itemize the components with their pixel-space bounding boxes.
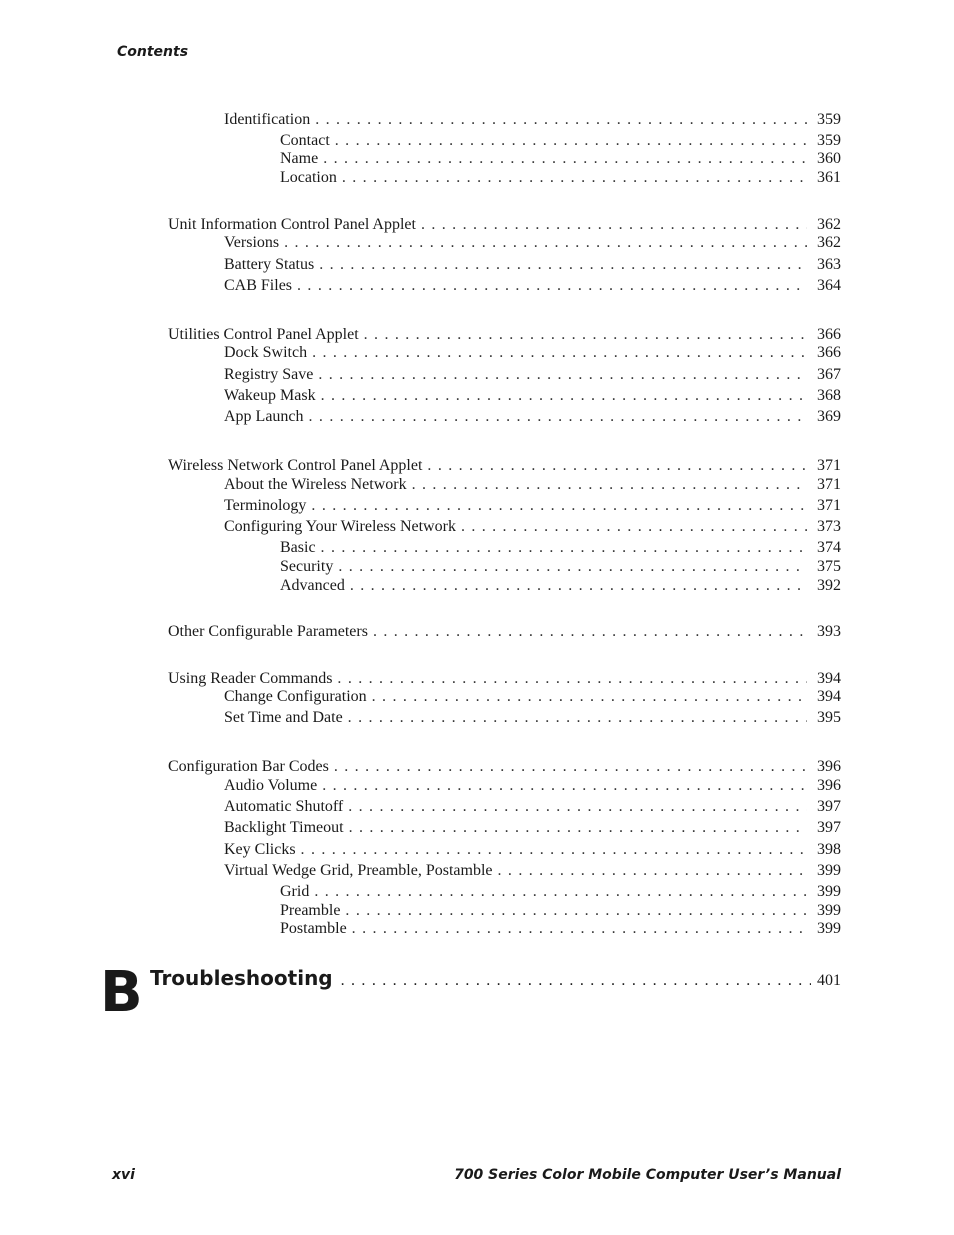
dot-leader: [335, 131, 807, 151]
dot-leader: [301, 840, 807, 860]
dot-leader: [318, 365, 807, 385]
toc-entry-title: Registry Save: [224, 366, 314, 383]
toc-entry-page: 371: [817, 497, 841, 514]
toc-entry-page: 395: [817, 709, 841, 726]
running-header: Contents: [117, 44, 189, 60]
toc-entry-page: 374: [817, 539, 841, 556]
toc-entry-title: Preamble: [280, 902, 341, 919]
toc-entry[interactable]: [280, 557, 841, 577]
toc-entry[interactable]: [224, 110, 841, 130]
dot-leader: [427, 456, 807, 476]
toc-entry-title: Wireless Network Control Panel Applet: [168, 457, 423, 474]
toc-entry[interactable]: [224, 475, 841, 495]
toc-entry[interactable]: [280, 131, 841, 151]
toc-entry-title: Change Configuration: [224, 688, 367, 705]
toc-entry[interactable]: [280, 919, 841, 939]
toc-entry-title: Security: [280, 558, 334, 575]
toc-entry[interactable]: [168, 325, 841, 345]
toc-entry-page: 394: [817, 670, 841, 687]
toc-entry-title: Terminology: [224, 497, 307, 514]
chapter-letter: B: [100, 960, 143, 1025]
toc-entry-title: Versions: [224, 234, 280, 251]
dot-leader: [309, 407, 807, 427]
toc-entry-title: Battery Status: [224, 256, 315, 273]
toc-entry[interactable]: [224, 276, 841, 296]
toc-entry-page: 375: [817, 558, 841, 575]
toc-entry-title: Utilities Control Panel Applet: [168, 326, 359, 343]
toc-entry-page: 369: [817, 408, 841, 425]
toc-entry-title: Grid: [280, 883, 310, 900]
dot-leader: [315, 110, 807, 130]
toc-entry[interactable]: [168, 215, 841, 235]
dot-leader: [321, 538, 807, 558]
dot-leader: [319, 255, 807, 275]
dot-leader: [498, 861, 807, 881]
toc-entry-title: Virtual Wedge Grid, Preamble, Postamble: [224, 862, 493, 879]
toc-entry[interactable]: [280, 882, 841, 902]
toc-entry-page: 398: [817, 841, 841, 858]
toc-entry-title: CAB Files: [224, 277, 293, 294]
toc-entry-title: Location: [280, 169, 337, 186]
toc-entry[interactable]: [224, 861, 841, 881]
toc-entry-page: 362: [817, 216, 841, 233]
toc-entry-page: 392: [817, 577, 841, 594]
toc-entry[interactable]: [168, 622, 841, 642]
dot-leader: [350, 576, 807, 596]
toc-entry-page: 399: [817, 862, 841, 879]
toc-entry[interactable]: [168, 757, 841, 777]
toc-entry-page: 393: [817, 623, 841, 640]
dot-leader: [345, 901, 807, 921]
toc-entry[interactable]: [224, 708, 841, 728]
toc-entry[interactable]: [224, 365, 841, 385]
toc-entry-page: 397: [817, 798, 841, 815]
toc-entry-title: Using Reader Commands: [168, 670, 333, 687]
toc-entry[interactable]: [224, 255, 841, 275]
toc-entry-title: Key Clicks: [224, 841, 296, 858]
toc-entry[interactable]: [280, 901, 841, 921]
toc-entry-page: 396: [817, 777, 841, 794]
toc-entry-page: 371: [817, 457, 841, 474]
chapter-title: Troubleshooting: [150, 966, 333, 990]
dot-leader: [341, 972, 811, 990]
toc-entry-title: Name: [280, 150, 319, 167]
dot-leader: [311, 496, 807, 516]
toc-entry-page: 368: [817, 387, 841, 404]
toc-entry[interactable]: [224, 343, 841, 363]
toc-entry[interactable]: [280, 576, 841, 596]
dot-leader: [461, 517, 807, 537]
toc-entry-page: 359: [817, 132, 841, 149]
toc-entry-title: Basic: [280, 539, 316, 556]
toc-entry[interactable]: [224, 407, 841, 427]
dot-leader: [321, 386, 807, 406]
toc-entry[interactable]: [224, 818, 841, 838]
toc-entry-page: 366: [817, 326, 841, 343]
toc-entry-page: 359: [817, 111, 841, 128]
toc-entry-page: 371: [817, 476, 841, 493]
chapter-toc-entry[interactable]: [150, 966, 841, 990]
toc-entry-title: Contact: [280, 132, 330, 149]
toc-entry-page: 363: [817, 256, 841, 273]
toc-entry-page: 394: [817, 688, 841, 705]
toc-entry-title: Automatic Shutoff: [224, 798, 344, 815]
dot-leader: [284, 233, 807, 253]
dot-leader: [421, 215, 807, 235]
dot-leader: [348, 708, 807, 728]
dot-leader: [312, 343, 807, 363]
toc-entry[interactable]: [224, 517, 841, 537]
toc-entry[interactable]: [224, 386, 841, 406]
toc-entry-page: 396: [817, 758, 841, 775]
toc-entry[interactable]: [224, 776, 841, 796]
toc-entry[interactable]: [280, 149, 841, 169]
toc-entry-page: 397: [817, 819, 841, 836]
dot-leader: [338, 557, 807, 577]
toc-entry[interactable]: [280, 538, 841, 558]
dot-leader: [323, 149, 807, 169]
toc-entry[interactable]: [224, 496, 841, 516]
toc-entry[interactable]: [168, 669, 841, 689]
toc-entry-title: Other Configurable Parameters: [168, 623, 368, 640]
page-number: xvi: [112, 1167, 135, 1183]
toc-entry[interactable]: [224, 797, 841, 817]
toc-entry-title: Configuring Your Wireless Network: [224, 518, 456, 535]
toc-entry-title: Audio Volume: [224, 777, 318, 794]
dot-leader: [314, 882, 807, 902]
toc-entry-title: Dock Switch: [224, 344, 308, 361]
dot-leader: [349, 818, 807, 838]
dot-leader: [372, 687, 807, 707]
toc-entry-title: Identification: [224, 111, 311, 128]
toc-entry-title: About the Wireless Network: [224, 476, 407, 493]
dot-leader: [342, 168, 807, 188]
toc-entry[interactable]: [280, 168, 841, 188]
chapter-page: 401: [817, 972, 841, 989]
toc-entry-page: 364: [817, 277, 841, 294]
toc-entry-title: Wakeup Mask: [224, 387, 316, 404]
toc-entry-title: Advanced: [280, 577, 345, 594]
dot-leader: [352, 919, 807, 939]
toc-entry-page: 362: [817, 234, 841, 251]
dot-leader: [348, 797, 807, 817]
toc-entry-page: 373: [817, 518, 841, 535]
toc-entry-page: 399: [817, 902, 841, 919]
toc-entry[interactable]: [224, 233, 841, 253]
toc-entry-page: 360: [817, 150, 841, 167]
toc-entry-title: App Launch: [224, 408, 304, 425]
toc-entry-title: Set Time and Date: [224, 709, 343, 726]
dot-leader: [297, 276, 807, 296]
dot-leader: [337, 669, 807, 689]
dot-leader: [412, 475, 807, 495]
dot-leader: [322, 776, 807, 796]
toc-entry-title: Backlight Timeout: [224, 819, 344, 836]
toc-entry-page: 367: [817, 366, 841, 383]
dot-leader: [334, 757, 807, 777]
toc-entry[interactable]: [224, 687, 841, 707]
toc-entry-page: 366: [817, 344, 841, 361]
toc-entry-page: 399: [817, 920, 841, 937]
manual-title: 700 Series Color Mobile Computer User’s Manual: [454, 1167, 841, 1183]
toc-entry-title: Configuration Bar Codes: [168, 758, 329, 775]
toc-entry[interactable]: [168, 456, 841, 476]
toc-entry-title: Postamble: [280, 920, 347, 937]
dot-leader: [373, 622, 807, 642]
toc-entry-title: Unit Information Control Panel Applet: [168, 216, 416, 233]
dot-leader: [364, 325, 807, 345]
toc-entry-page: 399: [817, 883, 841, 900]
toc-entry[interactable]: [224, 840, 841, 860]
toc-entry-page: 361: [817, 169, 841, 186]
